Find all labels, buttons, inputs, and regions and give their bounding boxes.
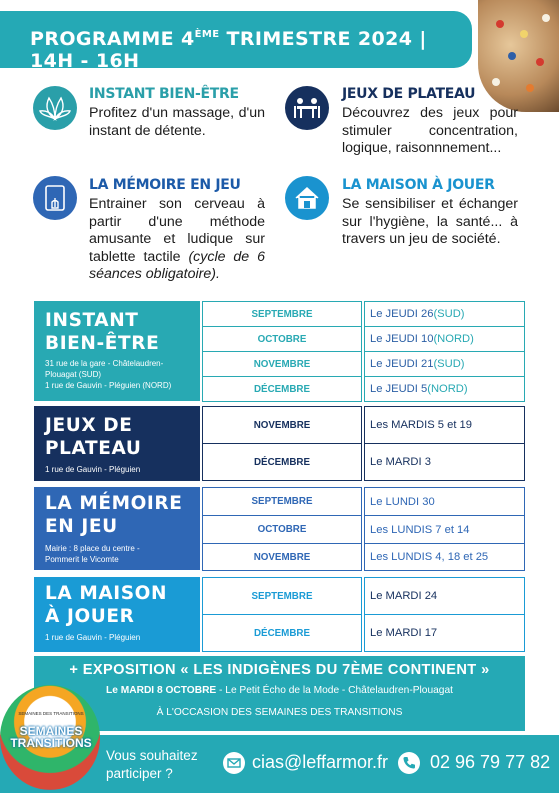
schedule-category-bien-etre: INSTANT BIEN-ÊTRE 31 rue de la gare - Châtelaudren- Plouagat (SUD) 1 rue de Gauvin - Pléguien (NORD) [34, 301, 200, 401]
board-game-players-icon [285, 86, 329, 130]
semaines-transitions-logo: SEMAINES DES TRANSITIONS SEMAINES TRANSITIONS [0, 685, 100, 790]
phone-icon [398, 752, 420, 774]
schedule-date: Le JEUDI 21 (SUD) [364, 351, 525, 377]
schedule-date: Le MARDI 17 [364, 614, 525, 652]
schedule-month: NOVEMBRE [202, 406, 362, 444]
tablet-touch-icon [33, 176, 77, 220]
activity-text-maison: Se sensibiliser et échanger sur l'hygiène, la santé... à travers un jeu de société. [342, 196, 518, 247]
page-title: PROGRAMME 4ÈME TRIMESTRE 2024 | 14H - 16H [30, 28, 427, 72]
exhibition-banner [34, 656, 525, 731]
activity-text-bien-etre: Profitez d'un massage, d'un instant de détente. [89, 105, 265, 139]
schedule-date: Le MARDI 3 [364, 443, 525, 481]
schedule-date: Les MARDIS 5 et 19 [364, 406, 525, 444]
schedule-date: Les LUNDIS 4, 18 et 25 [364, 543, 525, 571]
schedule-date: Le MARDI 24 [364, 577, 525, 615]
schedule-month: NOVEMBRE [202, 543, 362, 571]
schedule-category-jeux-plateau: JEUX DE PLATEAU 1 rue de Gauvin - Pléguien [34, 406, 200, 481]
schedule-date: Le JEUDI 26 (SUD) [364, 301, 525, 327]
schedule-category-maison: LA MAISON À JOUER 1 rue de Gauvin - Pléguien [34, 577, 200, 652]
schedule-month: NOVEMBRE [202, 351, 362, 377]
exhibition-date: Le MARDI 8 OCTOBRE - Le Petit Écho de la Mode - Châtelaudren-Plouagat [106, 685, 453, 696]
schedule-month: OCTOBRE [202, 515, 362, 544]
activity-title-jeux-plateau: JEUX DE PLATEAU [342, 86, 476, 102]
exhibition-title: + EXPOSITION « LES INDIGÈNES DU 7ÈME CONTINENT » [69, 662, 490, 678]
activity-text-jeux-plateau: Découvrez des jeux pour stimuler concentration, logique, raisonnnement... [342, 105, 518, 156]
schedule-category-memoire: LA MÉMOIRE EN JEU Mairie : 8 place du centre - Pommerit le Vicomte [34, 487, 200, 570]
exhibition-occasion: À L'OCCASION DES SEMAINES DES TRANSITIONS [156, 707, 403, 718]
schedule-month: DÉCEMBRE [202, 614, 362, 652]
schedule-date: Le JEUDI 10 (NORD) [364, 326, 525, 352]
activity-title-maison: LA MAISON À JOUER [342, 177, 495, 193]
house-icon [285, 176, 329, 220]
board-game-photo [478, 0, 559, 112]
schedule-month: SEPTEMBRE [202, 577, 362, 615]
participate-prompt: Vous souhaitez participer ? [106, 748, 198, 781]
email-link[interactable]: cias@leffarmor.fr [252, 752, 388, 772]
activity-title-bien-etre: INSTANT BIEN-ÊTRE [89, 86, 239, 102]
phone-number[interactable]: 02 96 79 77 82 [430, 752, 551, 772]
email-icon [223, 752, 245, 774]
schedule-month: SEPTEMBRE [202, 487, 362, 516]
schedule-date: Les LUNDIS 7 et 14 [364, 515, 525, 544]
schedule-date: Le LUNDI 30 [364, 487, 525, 516]
spa-leaves-icon [33, 86, 77, 130]
schedule-month: SEPTEMBRE [202, 301, 362, 327]
schedule-month: OCTOBRE [202, 326, 362, 352]
schedule-month: DÉCEMBRE [202, 376, 362, 402]
activity-title-memoire: LA MÉMOIRE EN JEU [89, 177, 241, 193]
header-banner [0, 11, 472, 72]
schedule-date: Le JEUDI 5 (NORD) [364, 376, 525, 402]
schedule-month: DÉCEMBRE [202, 443, 362, 481]
activity-text-memoire: Entrainer son cerveau à partir d'une méthode amusante et ludique sur tablette tactile (cycle de 6 séances obligatoire). [89, 196, 265, 282]
